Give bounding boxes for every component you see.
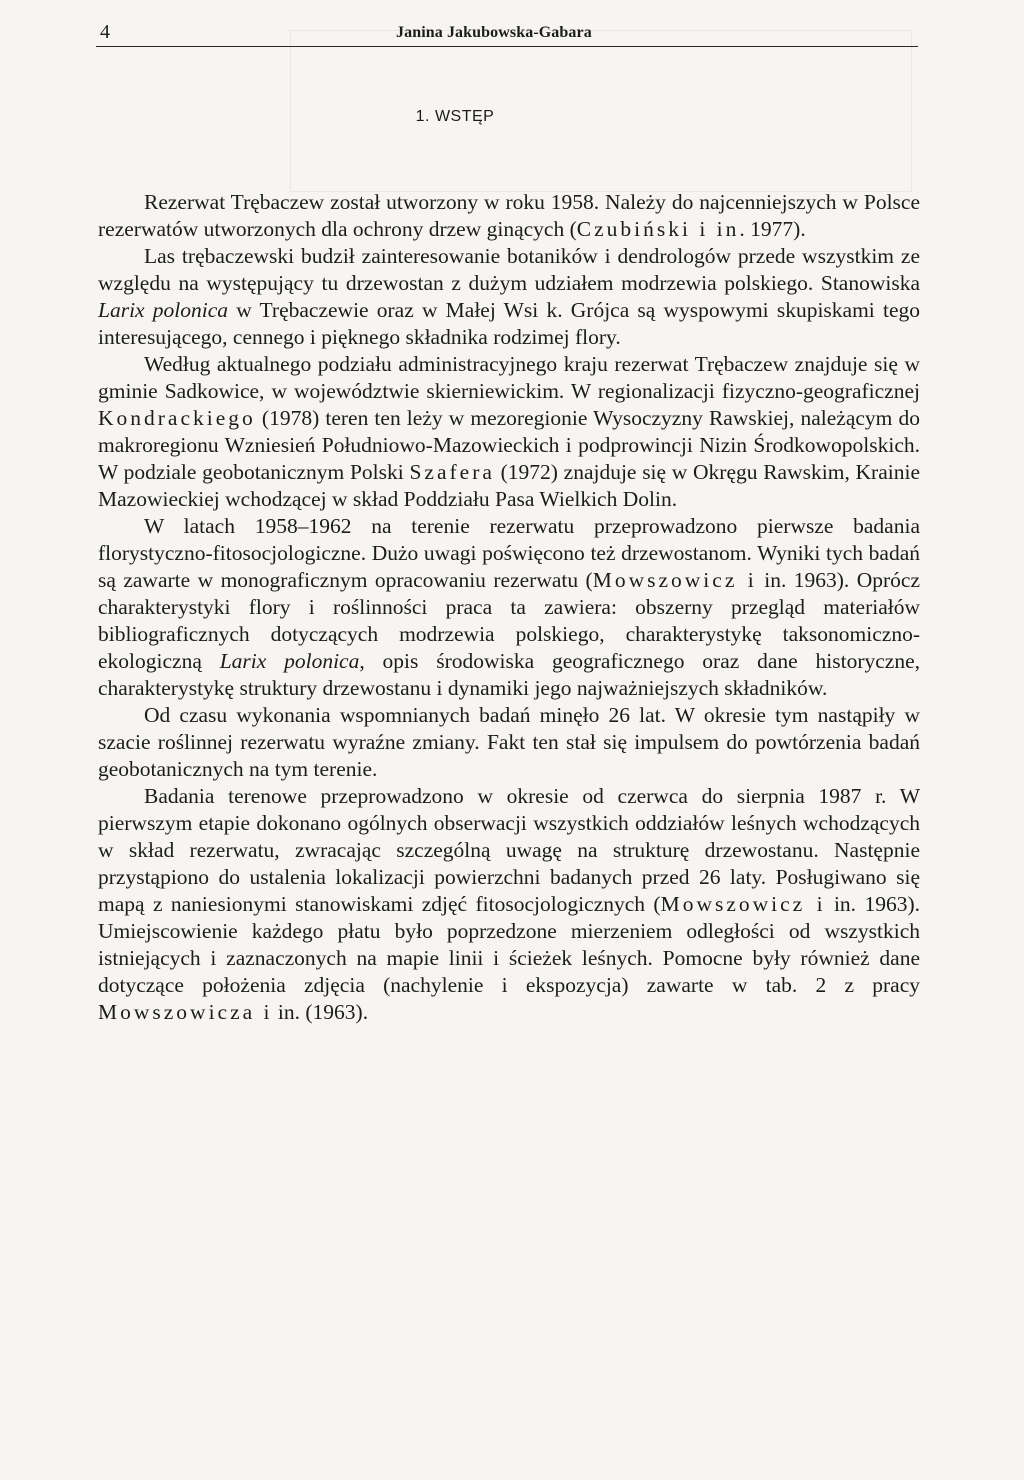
paragraph [98,513,920,702]
text-run: Od czasu wykonania wspomnianych badań minęło 26 lat. W okresie tym nastąpiły w szacie roślinnej rezerwatu wyraźne zmiany. Fakt ten stał się impulsem do powtórzenia badań geobotanicznych na tym terenie. [98,703,920,781]
species-name: Larix polonica [219,649,360,673]
text-run: Badania terenowe przeprowadzono w okresie od czerwca do sierpnia 1987 r. W pierwszym etapie dokonano ogólnych obserwacji wszystkich oddziałów leśnych wchodzących w skład rezerwatu, zwracając szczególną uwagę na strukturę drzewostanu. Następnie przystąpiono do ustalenia lokalizacji powierzchni badanych przed 26 laty. Posługiwano się mapą z naniesionymi stanowiskami zdjęć fitosocjologicznych ( [98,784,920,916]
author-citation: Mowszowicza i [98,1000,273,1024]
text-run: (1978) teren ten leży w mezoregionie Wysoczyzny Rawskiej, należącym do makroregionu Wzniesień Południowo-Mazowieckich i podprowincji Nizin Środkowopolskich. W podziale geobotanicznym Polski [98,406,920,484]
text-run: Las trębaczewski budził zainteresowanie botaników i dendrologów przede wszystkim ze względu na występujący tu drzewostan z dużym udziałem modrzewia polskiego. Stanowiska [98,244,920,295]
author-citation: Mowszowicz i [660,892,826,916]
species-name: Larix polonica [98,298,229,322]
text-run: . 1977). [739,217,806,241]
paragraph [98,702,920,783]
author-citation: Szafera [409,460,495,484]
author-citation: Kondrackiego [98,406,256,430]
text-run: (1972) znajduje się w Okręgu Rawskim, Krainie Mazowieckiej wchodzącej w skład Poddziału Pasa Wielkich Dolin. [98,460,920,511]
text-run: w Trębaczewie oraz w Małej Wsi k. Grójca są wyspowymi skupiskami tego interesującego, cennego i pięknego składnika rodzimej flory. [98,298,920,349]
text-run: in. (1963). [272,1000,369,1024]
text-run: Rezerwat Trębaczew został utworzony w roku 1958. Należy do najcenniejszych w Polsce rezerwatów utworzonych dla ochrony drzew ginących ( [98,190,920,241]
author-citation: Mowszowicz i [592,568,757,592]
text-run: in. 1963). Umiejscowienie każdego płatu było poprzedzone mierzeniem odległości od wszystkich istniejących i zaznaczonych na mapie linii i ścieżek leśnych. Pomocne były również dane dotyczące położenia zdjęcia (nachylenie i ekspozycja) zawarte w tab. 2 z pracy [98,892,920,997]
paragraph [98,243,920,351]
author-citation: Czubiński i in [576,217,740,241]
text-run: in. 1963). Oprócz charakterystyki flory i roślinności praca ta zawiera: obszerny przegląd materiałów bibliograficznych dotyczących modrzewia polskiego, charakterystykę taksonomiczno-ekologiczną [98,568,921,673]
running-head: Janina Jakubowska-Gabara [396,24,592,41]
text-run: , opis środowiska geograficznego oraz dane historyczne, charakterystykę struktury drzewostanu i dynamiki jego najważniejszych składników. [98,649,920,700]
text-run: W latach 1958–1962 na terenie rezerwatu przeprowadzono pierwsze badania florystyczno-fitosocjologiczne. Dużo uwagi poświęcono też drzewostanom. Wyniki tych badań są zawarte w monograficznym opracowaniu rezerwatu ( [98,514,920,592]
paragraph [98,783,920,1026]
section-heading: 1. WSTĘP [415,108,495,125]
page-number: 4 [100,21,110,43]
body-text [98,189,920,1026]
page-header [96,20,918,47]
paragraph [98,189,920,243]
paragraph [98,351,920,513]
text-run: Według aktualnego podziału administracyjnego kraju rezerwat Trębaczew znajduje się w gminie Sadkowice, w województwie skierniewickim. W regionalizacji fizyczno-geograficznej [98,352,920,403]
